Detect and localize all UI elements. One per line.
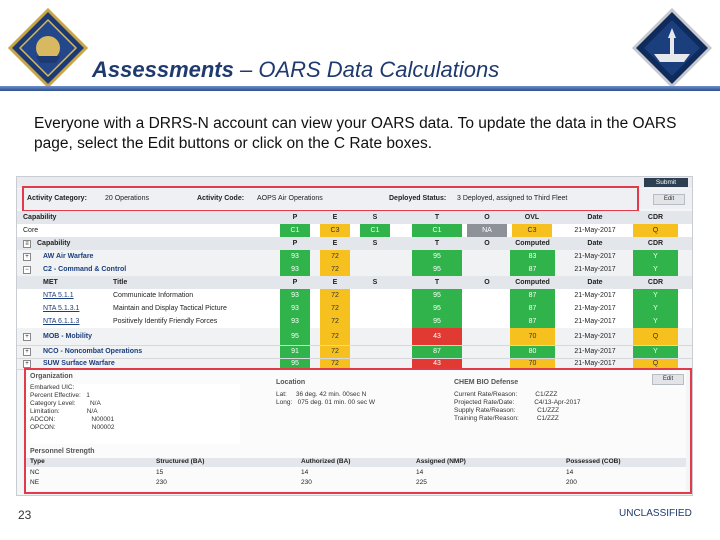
col-date-3: Date xyxy=(587,279,603,286)
oars-screenshot xyxy=(16,176,693,496)
structured-cell: 15 xyxy=(156,469,164,476)
organization-highlight xyxy=(24,368,692,494)
row-date: 21-May-2017 xyxy=(574,360,616,367)
computed-rate[interactable]: 87 xyxy=(510,315,555,328)
met-link[interactable]: NTA 6.1.1.3 xyxy=(43,318,80,325)
fleet-emblem-logo xyxy=(632,8,712,88)
deployed-status-value: 3 Deployed, assigned to Third Fleet xyxy=(457,195,568,202)
e-rate[interactable]: 72 xyxy=(320,289,350,302)
met-row[interactable] xyxy=(17,315,692,329)
computed-rate[interactable]: 70 xyxy=(510,328,555,345)
cdr-rate[interactable]: Y xyxy=(633,346,678,358)
computed-rate[interactable]: 83 xyxy=(510,250,555,263)
title-bar xyxy=(0,0,720,90)
activity-category-value: 20 Operations xyxy=(105,195,149,202)
core-ovl-rate[interactable]: C3 xyxy=(512,224,552,237)
expand-icon[interactable]: + xyxy=(23,360,31,368)
p-rate[interactable]: 95 xyxy=(280,328,310,345)
row-date: 21-May-2017 xyxy=(574,305,616,312)
core-cdr[interactable]: Q xyxy=(633,224,678,237)
cdr-rate[interactable]: Y xyxy=(633,250,678,263)
p-rate[interactable]: 93 xyxy=(280,289,310,302)
deployed-status-label: Deployed Status: xyxy=(389,195,447,202)
core-e-rate[interactable]: C3 xyxy=(320,224,350,237)
t-rate[interactable]: 43 xyxy=(412,328,462,345)
core-o-rate[interactable]: NA xyxy=(467,224,507,237)
met-header-row xyxy=(17,276,692,290)
e-rate[interactable]: 72 xyxy=(320,328,350,345)
col-e-2: E xyxy=(332,240,338,247)
core-s-rate[interactable]: C1 xyxy=(360,224,390,237)
met-title: Maintain and Display Tactical Picture xyxy=(113,305,227,312)
col-s-3: S xyxy=(372,279,378,286)
core-p-rate[interactable]: C1 xyxy=(280,224,310,237)
t-rate[interactable]: 95 xyxy=(412,289,462,302)
cdr-rate[interactable]: Q xyxy=(633,328,678,345)
col-date-2: Date xyxy=(587,240,603,247)
col-assigned: Assigned (NMP) xyxy=(416,458,466,465)
col-p-3: P xyxy=(292,279,298,286)
met-row[interactable] xyxy=(17,289,692,303)
capability-name[interactable]: C2 - Command & Control xyxy=(43,266,127,273)
t-rate[interactable]: 43 xyxy=(412,359,462,369)
col-o-2: O xyxy=(484,240,490,247)
col-o: O xyxy=(484,214,490,221)
col-authorized: Authorized (BA) xyxy=(301,458,351,465)
p-rate[interactable]: 93 xyxy=(280,315,310,328)
e-rate[interactable]: 72 xyxy=(320,315,350,328)
col-ovl: OVL xyxy=(524,214,540,221)
col-cdr-3: CDR xyxy=(647,279,664,286)
col-capability-2: Capability xyxy=(37,240,71,247)
col-date: Date xyxy=(587,214,603,221)
organization-title: Organization xyxy=(30,373,73,380)
col-t-2: T xyxy=(434,240,440,247)
capability-header-row xyxy=(17,211,692,225)
col-s: S xyxy=(372,214,378,221)
edit-activity-button[interactable]: Edit xyxy=(653,194,685,205)
col-computed: Computed xyxy=(515,240,550,247)
col-t: T xyxy=(434,214,440,221)
row-date: 21-May-2017 xyxy=(574,318,616,325)
capability-name[interactable]: AW Air Warfare xyxy=(43,253,94,260)
computed-rate[interactable]: 87 xyxy=(510,302,555,315)
core-date: 21-May-2017 xyxy=(574,227,616,234)
capability-row-mob[interactable] xyxy=(17,328,692,346)
capability-row-aw[interactable] xyxy=(17,250,692,264)
cbd-title: CHEM BIO Defense xyxy=(454,379,519,386)
core-row xyxy=(17,224,692,238)
col-structured: Structured (BA) xyxy=(156,458,205,465)
e-rate[interactable]: 72 xyxy=(320,346,350,358)
navy-emblem-logo xyxy=(8,8,88,88)
row-date: 21-May-2017 xyxy=(574,348,616,355)
t-rate[interactable]: 95 xyxy=(412,263,462,276)
col-possessed: Possessed (COB) xyxy=(566,458,621,465)
cdr-rate[interactable]: Q xyxy=(633,359,678,369)
col-t-3: T xyxy=(434,279,440,286)
col-capability: Capability xyxy=(23,214,57,221)
col-o-3: O xyxy=(484,279,490,286)
capability-subheader-row xyxy=(17,237,692,251)
col-met: MET xyxy=(43,279,58,286)
expand-all-icon[interactable]: ≡ xyxy=(23,240,31,248)
authorized-cell: 14 xyxy=(301,469,309,476)
type-cell: NE xyxy=(30,479,40,486)
expand-icon[interactable]: + xyxy=(23,253,31,261)
col-p: P xyxy=(292,214,298,221)
p-rate[interactable]: 93 xyxy=(280,263,310,276)
activity-code-value: AOPS Air Operations xyxy=(257,195,323,202)
core-label: Core xyxy=(23,227,39,234)
computed-rate[interactable]: 80 xyxy=(510,346,555,358)
edit-organization-button[interactable]: Edit xyxy=(652,374,684,385)
col-e: E xyxy=(332,214,338,221)
location-title: Location xyxy=(276,379,306,386)
p-rate[interactable]: 93 xyxy=(280,302,310,315)
slide-title: Assessments – OARS Data Calculations xyxy=(92,57,500,82)
capability-name[interactable]: NCO - Noncombat Operations xyxy=(43,348,143,355)
row-date: 21-May-2017 xyxy=(574,333,616,340)
capability-row-nco[interactable] xyxy=(17,346,692,359)
page-number: 23 xyxy=(18,508,32,522)
row-date: 21-May-2017 xyxy=(574,266,616,273)
col-p-2: P xyxy=(292,240,298,247)
col-cdr: CDR xyxy=(647,214,664,221)
e-rate[interactable]: 72 xyxy=(320,250,350,263)
title-divider xyxy=(0,86,720,91)
assigned-cell: 225 xyxy=(416,479,427,486)
cdr-rate[interactable]: Y xyxy=(633,289,678,302)
col-e-3: E xyxy=(332,279,338,286)
collapse-icon[interactable]: − xyxy=(23,266,31,274)
met-link[interactable]: NTA 5.1.3.1 xyxy=(43,305,80,312)
met-title: Communicate Information xyxy=(113,292,194,299)
col-type: Type xyxy=(30,458,45,465)
p-rate[interactable]: 95 xyxy=(280,359,310,369)
organization-fields: Embarked UIC: Percent Effective: 1 Category Level: N/A Limitation: N/A ADCON: N00001 OPCON: N00002 xyxy=(30,384,240,444)
submit-button[interactable]: Submit xyxy=(644,178,688,187)
intro-text: Everyone with a DRRS-N account can view your OARS data. To update the data in the OARS page, select the Edit buttons or click on the C Rate boxes. xyxy=(34,115,677,152)
classification-label: UNCLASSIFIED xyxy=(619,508,692,519)
p-rate[interactable]: 93 xyxy=(280,250,310,263)
authorized-cell: 230 xyxy=(301,479,312,486)
computed-rate[interactable]: 87 xyxy=(510,289,555,302)
location-fields: Lat: 36 deg. 42 min. 00sec N Long: 075 deg. 01 min. 00 sec W xyxy=(276,391,376,406)
met-link[interactable]: NTA 5.1.1 xyxy=(43,292,74,299)
cdr-rate[interactable]: Y xyxy=(633,263,678,276)
computed-rate[interactable]: 70 xyxy=(510,359,555,369)
computed-rate[interactable]: 87 xyxy=(510,263,555,276)
capability-name[interactable]: SUW Surface Warfare xyxy=(43,360,115,367)
possessed-cell: 14 xyxy=(566,469,574,476)
col-title: Title xyxy=(113,279,128,286)
capability-row-c2[interactable] xyxy=(17,263,692,277)
type-cell: NC xyxy=(30,469,40,476)
structured-cell: 230 xyxy=(156,479,167,486)
e-rate[interactable]: 72 xyxy=(320,359,350,369)
t-rate[interactable]: 95 xyxy=(412,250,462,263)
cdr-rate[interactable]: Y xyxy=(633,315,678,328)
met-row[interactable] xyxy=(17,302,692,316)
expand-icon[interactable]: + xyxy=(23,333,31,341)
cdr-rate[interactable]: Y xyxy=(633,302,678,315)
cbd-fields: Current Rate/Reason: C1/ZZZ Projected Rate/Date: C4/13-Apr-2017 Supply Rate/Reason: C1/ZZZ Training Rate/Reason: C1/ZZZ xyxy=(454,391,581,422)
activity-code-label: Activity Code: xyxy=(197,195,245,202)
t-rate[interactable]: 95 xyxy=(412,302,462,315)
activity-category-label: Activity Category: xyxy=(27,195,87,202)
t-rate[interactable]: 95 xyxy=(412,315,462,328)
activity-highlight xyxy=(22,186,639,212)
col-cdr-2: CDR xyxy=(647,240,664,247)
p-rate[interactable]: 91 xyxy=(280,346,310,358)
expand-icon[interactable]: + xyxy=(23,348,31,356)
e-rate[interactable]: 72 xyxy=(320,263,350,276)
capability-name[interactable]: MOB - Mobility xyxy=(43,333,92,340)
row-date: 21-May-2017 xyxy=(574,253,616,260)
assigned-cell: 14 xyxy=(416,469,424,476)
personnel-title: Personnel Strength xyxy=(30,448,95,455)
t-rate[interactable]: 87 xyxy=(412,346,462,358)
met-title: Positively Identify Friendly Forces xyxy=(113,318,218,325)
col-s-2: S xyxy=(372,240,378,247)
e-rate[interactable]: 72 xyxy=(320,302,350,315)
row-date: 21-May-2017 xyxy=(574,292,616,299)
col-computed-3: Computed xyxy=(515,279,550,286)
possessed-cell: 200 xyxy=(566,479,577,486)
core-t-rate[interactable]: C1 xyxy=(412,224,462,237)
